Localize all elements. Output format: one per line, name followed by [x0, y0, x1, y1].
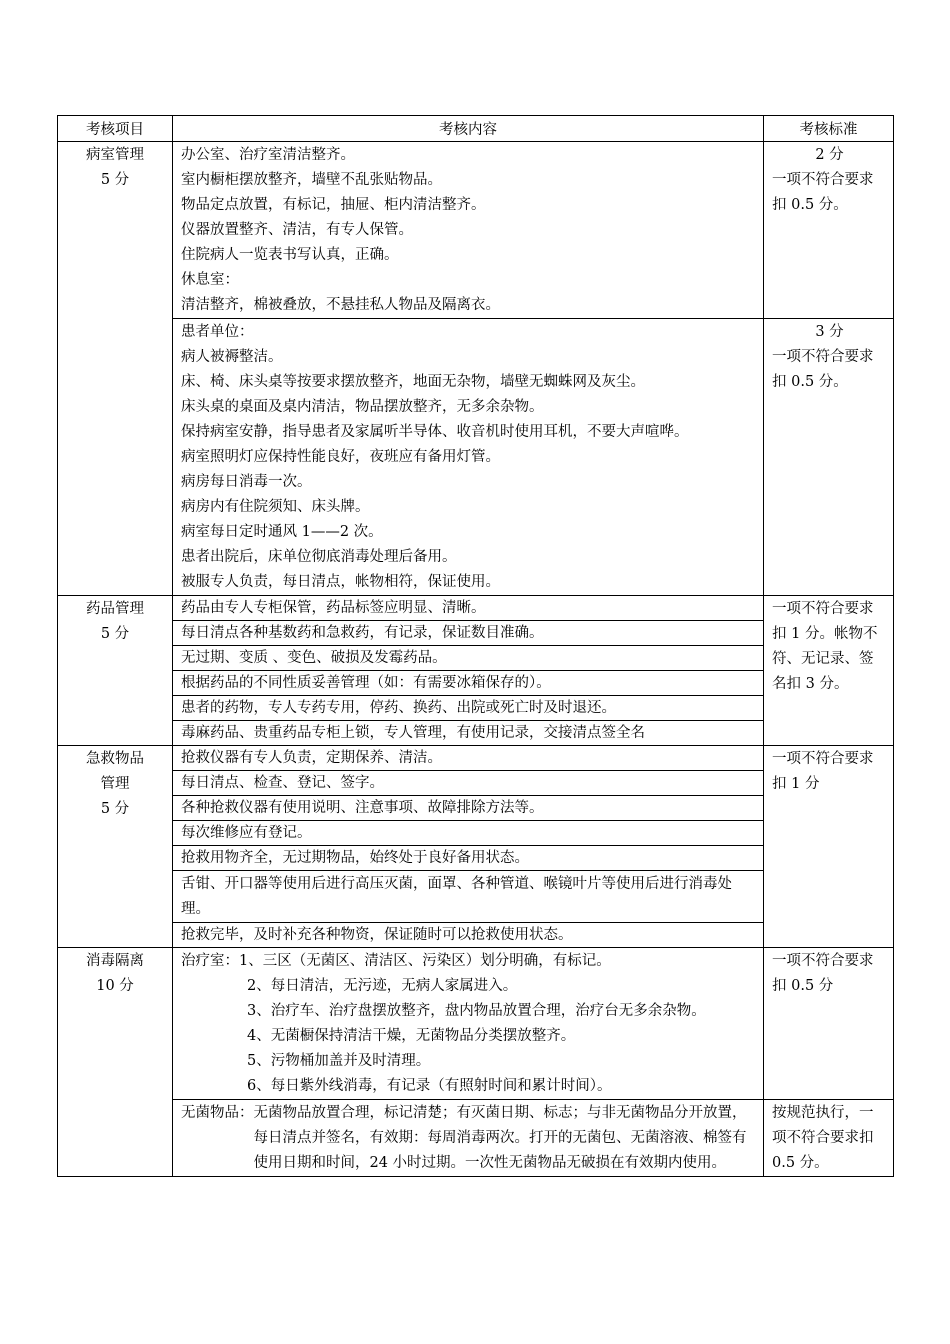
content-line: 病人被褥整洁。 [181, 349, 283, 365]
ward-category [58, 142, 173, 596]
content-line: 床头桌的桌面及桌内清洁，物品摆放整齐，无多余杂物。 [181, 399, 544, 415]
drug-line: 无过期、变质 、变色、破损及发霉药品。 [173, 646, 764, 671]
ward-name: 病室管理 [86, 147, 144, 163]
emergency-line: 舌钳、开口器等使用后进行高压灭菌，面罩、各种管道、喉镜叶片等使用后进行消毒处理。 [173, 871, 764, 923]
ward-score: 5 分 [100, 172, 130, 188]
ward-group2-rule: 一项不符合要求扣 0.5 分。 [772, 349, 874, 390]
disinfection-row-2 [58, 1100, 894, 1177]
emergency-line: 各种抢救仪器有使用说明、注意事项、故障排除方法等。 [173, 796, 764, 821]
treatment-item: 2、每日清洁，无污迹，无病人家属进入。 [247, 978, 518, 994]
emergency-standard: 一项不符合要求扣 1 分 [764, 746, 894, 948]
assessment-table [57, 115, 894, 1177]
treatment-line [181, 949, 759, 974]
drug-line: 毒麻药品、贵重药品专柜上锁，专人管理，有使用记录，交接清点签全名 [173, 721, 764, 746]
emergency-name-1: 急救物品 [86, 751, 144, 767]
sterile-block [173, 1100, 763, 1176]
disinfection-category [58, 948, 173, 1177]
emergency-line: 抢救用物齐全，无过期物品，始终处于良好备用状态。 [173, 846, 764, 871]
header-item: 考核项目 [58, 116, 173, 142]
treatment-item: 6、每日紫外线消毒，有记录（有照射时间和累计时间）。 [247, 1078, 612, 1094]
content-line: 室内橱柜摆放整齐，墙壁不乱张贴物品。 [181, 172, 442, 188]
disinfection-name: 消毒隔离 [86, 953, 144, 969]
content-line: 患者单位： [181, 324, 254, 340]
ward-group1-rule: 一项不符合要求扣 0.5 分。 [772, 172, 874, 213]
drug-line: 药品由专人专柜保管，药品标签应明显、清晰。 [173, 596, 764, 621]
sterile-standard: 按规范执行，一项不符合要求扣 0.5 分。 [764, 1100, 894, 1177]
content-line: 住院病人一览表书写认真，正确。 [181, 247, 399, 263]
ward-group1-content [173, 142, 764, 319]
emergency-line: 每日清点、检查、登记、签字。 [173, 771, 764, 796]
ward-group2-points: 3 分 [815, 324, 844, 340]
content-line: 清洁整齐，棉被叠放，不悬挂私人物品及隔离衣。 [181, 297, 500, 313]
ward-group2-content [173, 319, 764, 596]
header-content: 考核内容 [173, 116, 764, 142]
treatment-room-content [173, 948, 764, 1100]
drug-line: 每日清点各种基数药和急救药，有记录，保证数目准确。 [173, 621, 764, 646]
content-line: 物品定点放置，有标记，抽屉、柜内清洁整齐。 [181, 197, 486, 213]
emergency-name-2: 管理 [100, 776, 130, 792]
content-line: 病室照明灯应保持性能良好，夜班应有备用灯管。 [181, 449, 500, 465]
emergency-line: 抢救完毕，及时补充各种物资，保证随时可以抢救使用状态。 [173, 923, 764, 948]
content-line: 办公室、治疗室清洁整齐。 [181, 147, 355, 163]
drug-standard: 一项不符合要求扣 1 分。帐物不符、无记录、签名扣 3 分。 [764, 596, 894, 746]
treatment-standard: 一项不符合要求扣 0.5 分 [764, 948, 894, 1100]
content-line: 床、椅、床头桌等按要求摆放整齐，地面无杂物，墙壁无蜘蛛网及灰尘。 [181, 374, 645, 390]
drug-row-1 [58, 596, 894, 621]
drug-name: 药品管理 [86, 601, 144, 617]
ward-group1-points: 2 分 [815, 147, 844, 163]
header-standard: 考核标准 [764, 116, 894, 142]
content-line: 保持病室安静，指导患者及家属听半导体、收音机时使用耳机，不要大声喧哗。 [181, 424, 689, 440]
content-line: 病室每日定时通风 1——2 次。 [181, 524, 383, 540]
drug-category [58, 596, 173, 746]
drug-score: 5 分 [100, 626, 130, 642]
disinfection-row-1 [58, 948, 894, 1100]
drug-line: 患者的药物，专人专药专用，停药、换药、出院或死亡时及时退还。 [173, 696, 764, 721]
treatment-item: 4、无菌橱保持清洁干燥，无菌物品分类摆放整齐。 [247, 1028, 576, 1044]
emergency-score: 5 分 [100, 801, 130, 817]
disinfection-score: 10 分 [96, 978, 134, 994]
ward-row-2 [58, 319, 894, 596]
sterile-text: 无菌物品放置合理，标记清楚；有灭菌日期、标志；与非无菌物品分开放置，每日清点并签名，有效期：每周消毒两次。打开的无菌包、无菌溶液、棉签有使用日期和时间，24 小时过期。一次性无菌物品无破损在有效期内使用。 [253, 1105, 747, 1171]
drug-line: 根据药品的不同性质妥善管理（如：有需要冰箱保存的）。 [173, 671, 764, 696]
emergency-line: 抢救仪器有专人负责，定期保养、清洁。 [173, 746, 764, 771]
emergency-row-1 [58, 746, 894, 771]
ward-group1-standard [764, 142, 894, 319]
ward-row-1 [58, 142, 894, 319]
emergency-line: 每次维修应有登记。 [173, 821, 764, 846]
treatment-label: 治疗室： [181, 953, 239, 969]
treatment-item: 3、治疗车、治疗盘摆放整齐，盘内物品放置合理，治疗台无多余杂物。 [247, 1003, 706, 1019]
content-line: 休息室： [181, 272, 239, 288]
content-line: 病房每日消毒一次。 [181, 474, 312, 490]
content-line: 被服专人负责，每日清点，帐物相符，保证使用。 [181, 574, 500, 590]
sterile-label: 无菌物品： [181, 1105, 254, 1121]
treatment-item: 1、三区（无菌区、清洁区、污染区）划分明确，有标记。 [239, 953, 611, 969]
treatment-item: 5、污物桶加盖并及时清理。 [247, 1053, 431, 1069]
content-line: 病房内有住院须知、床头牌。 [181, 499, 370, 515]
content-line: 仪器放置整齐、清洁，有专人保管。 [181, 222, 413, 238]
ward-group2-standard [764, 319, 894, 596]
emergency-category [58, 746, 173, 948]
sterile-content [173, 1100, 764, 1177]
content-line: 患者出院后，床单位彻底消毒处理后备用。 [181, 549, 457, 565]
header-row [58, 116, 894, 142]
